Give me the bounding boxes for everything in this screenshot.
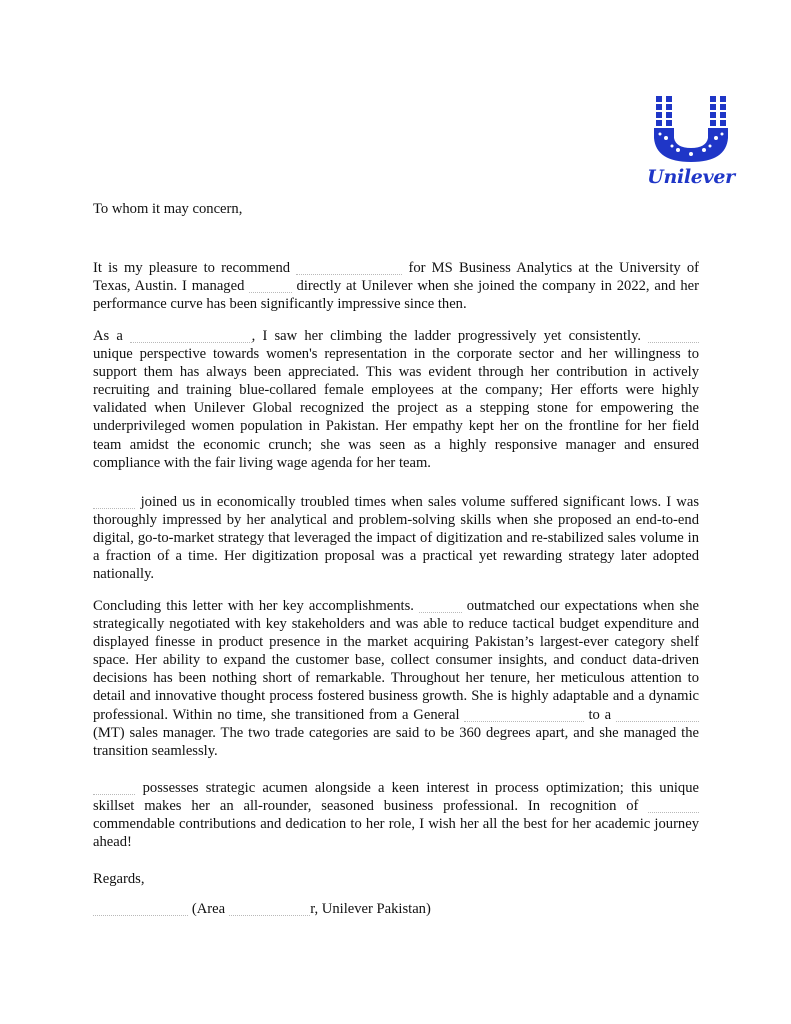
unilever-u-logo-icon [646,94,736,166]
redacted-candidate-name [93,779,135,797]
redacted-trade-role [464,706,583,724]
closing: Regards, [93,871,145,887]
unilever-logo [646,94,736,194]
unilever-wordmark: Unilever [647,166,735,188]
redacted-signatory-name [93,900,188,918]
paragraph-intro: It is my pleasure to recommend for MS Business Analytics at the University of Texas, Austin. I managed directly at Unilever when she joined the company in 2022, and her performance curve has been significantly impressive since then. [93,260,700,313]
redacted-role [130,327,252,345]
redacted-signatory-role [229,900,310,918]
redacted-candidate-name [419,597,461,615]
paragraph-leadership: As a , I saw her climbing the ladder progressively yet consistently. unique perspective towards women's representation in the corporate sector and her willingness to support them has always been appreciated. This was evident through her contribution in actively recruiting and training blue-collared female employees at the company; Her efforts were highly validated when Unilever Global recognized the project as a stepping stone for empowering the underprivileged women population in Pakistan. Her empathy kept her on the frontline for her field team amidst the economic crunch; she was seen as a highly responsive manager and ensured compliance with the fair living wage agenda for her team. [93,328,699,471]
redacted-candidate-name [296,259,402,277]
redacted-candidate-name [648,327,699,345]
redacted-candidate-name [93,493,135,511]
signature-line: (Area r, Unilever Pakistan) [93,900,699,918]
paragraph-closing: possesses strategic acumen alongside a keen interest in process optimization; this unique skillset makes her an all-rounder, seasoned business professional. In recognition of commendable contributions and dedication to her role, I wish her all the best for her academic journey ahead! [93,780,699,851]
paragraph-digitization: joined us in economically troubled times when sales volume suffered significant lows. I was thoroughly impressed by her analytical and problem-solving skills when she proposed an end-to-end digital, go-to-market strategy that leveraged the impact of digitization and re-stabilized sales volume in a fraction of a time. Her digitization proposal was a practical yet rewarding strategy later adopted nationally. [93,494,699,583]
redacted-candidate-name [648,797,699,815]
salutation: To whom it may concern, [93,201,243,217]
redacted-trade-role [616,706,699,724]
paragraph-accomplishments: Concluding this letter with her key accomplishments. outmatched our expectations when she strategically negotiated with key stakeholders and was able to reduce tactical budget expenditure and displayed finesse in product presence in the market acquiring Pakistan’s largest-ever category shelf space. Her ability to expand the customer base, collect consumer insights, and conduct data-driven decisions has been nothing short of remarkable. Throughout her tenure, her meticulous attention to detail and innovative thought process fostered business growth. She is highly adaptable and a dynamic professional. Within no time, she transitioned from a General to a (MT) sales manager. The two trade categories are said to be 360 degrees apart, and she managed the transition seamlessly. [93,598,700,759]
redacted-candidate-name [249,277,291,295]
